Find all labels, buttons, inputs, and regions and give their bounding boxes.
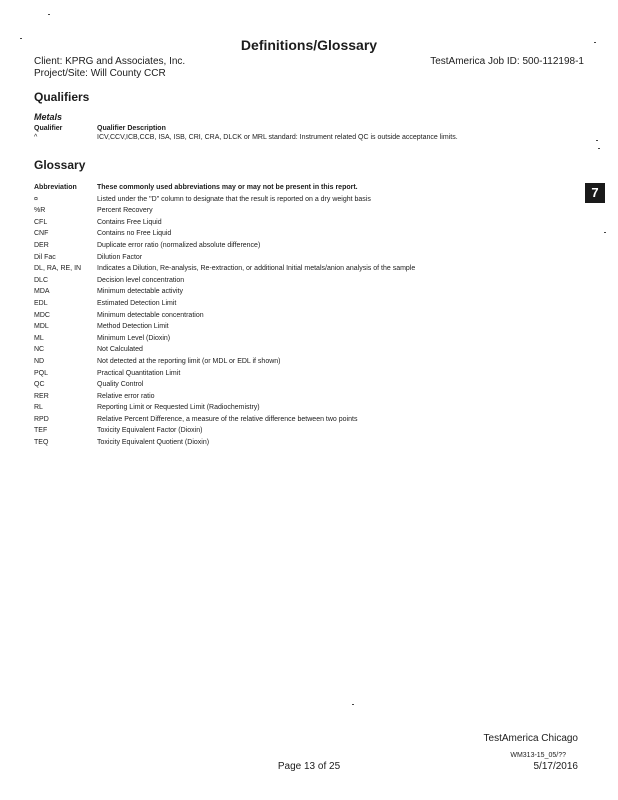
scan-speck — [604, 232, 606, 233]
glossary-desc: Toxicity Equivalent Factor (Dioxin) — [97, 427, 203, 435]
abbreviation-column-header: Abbreviation — [34, 184, 77, 191]
qualifiers-heading: Qualifiers — [34, 90, 90, 104]
glossary-desc: Decision level concentration — [97, 276, 185, 284]
glossary-row — [34, 205, 594, 217]
glossary-abbr: PQL — [34, 369, 49, 377]
glossary-abbr: ND — [34, 357, 45, 365]
glossary-desc: Minimum detectable concentration — [97, 311, 204, 319]
glossary-row — [34, 437, 594, 449]
glossary-desc: Indicates a Dilution, Re-analysis, Re-extraction, or additional Initial metals/anion analysis of the sample — [97, 265, 416, 273]
glossary-desc: Minimum Level (Dioxin) — [97, 334, 171, 342]
footer-date: 5/17/2016 — [533, 761, 578, 772]
glossary-desc: Contains Free Liquid — [97, 218, 162, 226]
glossary-row — [34, 356, 594, 368]
glossary-abbr: DER — [34, 241, 49, 249]
scan-speck — [596, 140, 598, 141]
scan-speck — [598, 148, 600, 149]
glossary-abbr: EDL — [34, 299, 48, 307]
glossary-row — [34, 414, 594, 426]
qualifier-column-header: Qualifier — [34, 125, 63, 132]
qualifier-description: ICV,CCV,ICB,CCB, ISA, ISB, CRI, CRA, DLCK or MRL standard: Instrument related QC is outside acceptance limits. — [97, 134, 458, 141]
glossary-abbr: RL — [34, 404, 43, 412]
glossary-abbr: RPD — [34, 415, 49, 423]
glossary-row — [34, 402, 594, 414]
glossary-desc: Relative Percent Difference, a measure of the relative difference between two points — [97, 415, 358, 423]
glossary-row — [34, 194, 594, 206]
glossary-row — [34, 228, 594, 240]
glossary-table — [34, 182, 594, 449]
glossary-row — [34, 321, 594, 333]
glossary-desc: Listed under the "D" column to designate that the result is reported on a dry weight basis — [97, 195, 371, 203]
glossary-heading: Glossary — [34, 158, 86, 172]
glossary-row — [34, 333, 594, 345]
glossary-desc: Relative error ratio — [97, 392, 155, 400]
metals-subheading: Metals — [34, 112, 63, 122]
glossary-row — [34, 344, 594, 356]
glossary-abbr: ¤ — [34, 195, 38, 203]
glossary-abbr: TEF — [34, 427, 48, 435]
glossary-abbr: MDC — [34, 311, 50, 319]
footer-lab-name: TestAmerica Chicago — [483, 733, 578, 744]
glossary-desc: Not detected at the reporting limit (or MDL or EDL if shown) — [97, 357, 281, 365]
glossary-row — [34, 298, 594, 310]
glossary-desc: Estimated Detection Limit — [97, 299, 177, 307]
scan-speck — [20, 38, 22, 39]
glossary-row — [34, 368, 594, 380]
glossary-row — [34, 240, 594, 252]
scan-speck — [352, 704, 354, 705]
glossary-row — [34, 263, 594, 275]
scan-speck — [48, 14, 50, 15]
client-name: Client: KPRG and Associates, Inc. — [34, 56, 186, 67]
glossary-row — [34, 310, 594, 322]
glossary-desc: Percent Recovery — [97, 207, 153, 215]
glossary-abbr: ML — [34, 334, 44, 342]
glossary-desc: Contains no Free Liquid — [97, 230, 172, 238]
glossary-abbr: NC — [34, 346, 45, 354]
glossary-row — [34, 252, 594, 264]
glossary-abbr: RER — [34, 392, 49, 400]
glossary-row — [34, 425, 594, 437]
glossary-desc: Toxicity Equivalent Quotient (Dioxin) — [97, 439, 210, 447]
glossary-row — [34, 379, 594, 391]
scan-speck — [594, 42, 596, 43]
glossary-abbr: DL, RA, RE, IN — [34, 265, 82, 273]
glossary-desc: Dilution Factor — [97, 253, 143, 261]
glossary-row — [34, 286, 594, 298]
glossary-desc: Practical Quantitation Limit — [97, 369, 181, 377]
footer-document-code: WM313-15_05/?? — [510, 752, 566, 759]
glossary-abbr: TEQ — [34, 439, 49, 447]
glossary-desc: Duplicate error ratio (normalized absolute difference) — [97, 241, 261, 249]
glossary-abbr: CFL — [34, 218, 48, 226]
glossary-description-header: These commonly used abbreviations may or may not be present in this report. — [97, 184, 358, 191]
glossary-abbr: MDL — [34, 323, 49, 331]
glossary-desc: Minimum detectable activity — [97, 288, 183, 296]
glossary-abbr: CNF — [34, 230, 49, 238]
glossary-row — [34, 391, 594, 403]
qualifier-description-column-header: Qualifier Description — [97, 125, 166, 132]
page-title: Definitions/Glossary — [240, 37, 378, 53]
glossary-abbr: DLC — [34, 276, 49, 284]
glossary-row — [34, 275, 594, 287]
glossary-desc: Reporting Limit or Requested Limit (Radiochemistry) — [97, 404, 260, 412]
glossary-desc: Not Calculated — [97, 346, 143, 354]
glossary-abbr: %R — [34, 207, 46, 215]
glossary-abbr: Dil Fac — [34, 253, 56, 261]
glossary-desc: Quality Control — [97, 381, 144, 389]
page-number: Page 13 of 25 — [277, 761, 341, 772]
section-tab-marker: 7 — [585, 183, 605, 203]
glossary-row — [34, 217, 594, 229]
glossary-desc: Method Detection Limit — [97, 323, 169, 331]
job-id: TestAmerica Job ID: 500-112198-1 — [430, 56, 584, 67]
qualifier-code: ^ — [34, 134, 38, 141]
project-site: Project/Site: Will County CCR — [34, 68, 166, 79]
glossary-abbr: MDA — [34, 288, 50, 296]
glossary-header-row — [34, 182, 594, 194]
glossary-abbr: QC — [34, 381, 45, 389]
